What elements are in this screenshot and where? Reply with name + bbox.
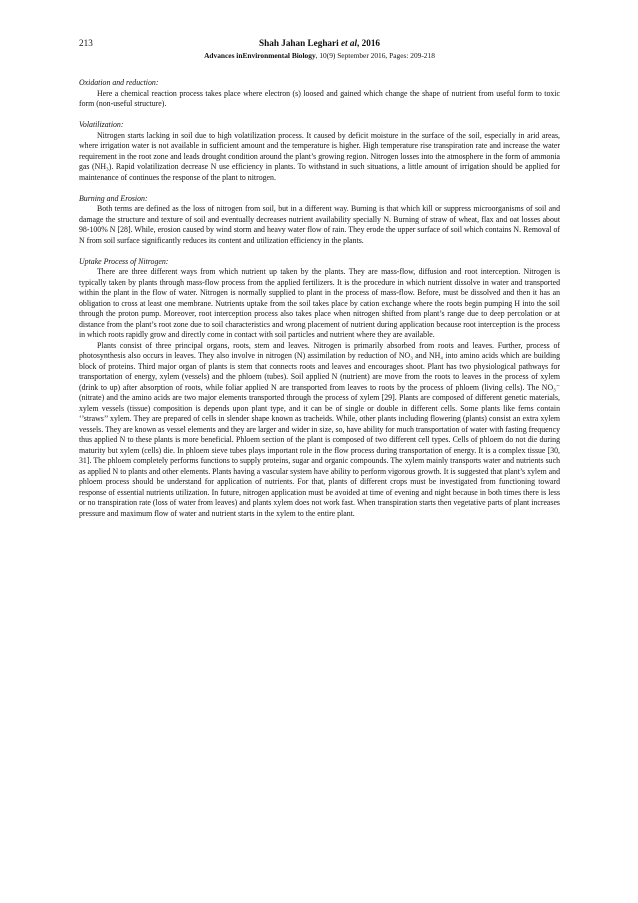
section-volatilization <box>79 120 560 183</box>
paragraph: There are three different ways from which nutrient up taken by the plants. They are mass-flow, diffusion and root interception. Nitrogen is typically taken by plants through mass-flow process from the applied fertilizers. It is the procedure in which nutrient dissolve in water and transported within the plant in the flow of water. Nitrogen is normally supplied to plant in the process of mass-flow. Before, must be dissolved and then it has an obligation to cross at least one membrane. Nutrients uptake from the soil takes place by cation exchange where the roots begin pumping H into the soil through the proton pump. Moreover, root interception process also takes place when nitrogen shifted from plant’s range due to deep percolation or at distance from the plant’s root zone due to soil characteristics and wrong placement of nutrient during application because root interception is the process in which roots rapidly grow and directly come in contact with soil particles and nutrient where they are available. <box>79 267 560 339</box>
section-uptake-process <box>79 257 560 520</box>
running-header <box>79 38 560 50</box>
section-heading: Uptake Process of Nitrogen: <box>79 256 169 266</box>
section-heading: Volatilization: <box>79 120 124 129</box>
document-page <box>79 38 560 519</box>
running-authors: Shah Jahan Leghari et al, 2016 <box>259 38 380 48</box>
paragraph: Here a chemical reaction process takes place where electron (s) loosed and gained which change the shape of nutrient from useful form to toxic form (non-useful structure). <box>79 88 560 108</box>
section-oxidation <box>79 78 560 110</box>
paragraph: Both terms are defined as the loss of nitrogen from soil, but in a different way. Burning is that which kill or suppress microorganisms of soil and damage the structure and texture of soil and eventually decreases nutrient availability specially N. Burning of straw of wheat, flax and oat losses about 98-100% N [28]. While, erosion caused by wind storm and heavy water flow of rain. They erode the upper surface of soil which contains N. Removal of N from soil surface significantly reduces its content and utilization efficiency in the plants. <box>79 204 560 245</box>
page-number: 213 <box>79 38 93 48</box>
section-heading: Burning and Erosion: <box>79 193 148 203</box>
section-heading: Oxidation and reduction: <box>79 78 159 87</box>
journal-citation: Advances inEnvironmental Biology, 10(9) September 2016, Pages: 209-218 <box>204 51 435 60</box>
article-body <box>79 78 560 519</box>
paragraph: Plants consist of three principal organs, roots, stem and leaves. Nitrogen is primarily absorbed from roots and leaves. Further, process of photosynthesis also occurs in leaves. They also involve in nitrogen (N) assimilation by reduction of NO₃ and NH₄ into amino acids which are building block of proteins. Third major organ of plants is stem that connects roots and leaves and encourages shoot. Plant has two physiological pathways for transportation of energy, xylem (vessels) and the phloem (tubes). Soil applied N (nutrient) are move from the roots to leaves in the process of xylem (drink to up) after absorption of roots, while foliar applied N are transported from leaves to roots by the process of phloem (living cells). The NO₃⁻ (nitrate) and the amino acids are two major elements transported through the process of xylem [29]. Plants are composed of different genetic materials, xylem vessels (tissue) composition is depends upon plant type, and it can be of single or double in different cells. Some plants like ferns contain ‘’straws’’ xylem. They are prepared of cells in slender shape known as tracheids. While, other plants including flowering (plants) consist an extra xylem vessels. They are known as vessel elements and they are larger and wider in size, so, have ability for much transportation of water with fasting frequency thus applied N to these plants is more beneficial. Phloem section of the plant is composed of two different cell types. Cells of phloem do not die during maturity but xylem (cells) die. In phloem sieve tubes plays important role in the flow process during transportation of energy. It is a complex tissue [30, 31]. The phloem completely performs functions to supply proteins, sugar and organic compounds. The xylem mainly transports water and nutrients such as applied N to plants and other elements. Plants having a vascular system have ability to perform vigorous growth. It is suggested that plant’s xylem and phloem process should be understand for application of nutrients. For that, plants of different crops must be investigated from functioning toward response of essential nutrients utilization. In future, nitrogen application must be avoided at time of evening and night because in both times there is less or no transpiration rate (loss of water from leaves) and plants xylem does not work fast. When transpiration starts then vegetative parts of plant increases pressure and maximum flow of water and nutrient starts in the xylem to the entire plant. <box>79 340 560 518</box>
section-burning-erosion <box>79 194 560 247</box>
paragraph: Nitrogen starts lacking in soil due to high volatilization process. It caused by deficit moisture in the surface of the soil, especially in arid areas, where irrigation water is not available in sufficient amount and the temperature is higher. High temperature rise transpiration rate and increase the water requirement in the root zone and leads drought condition around the plant’s growing region. Nitrogen losses into the atmosphere in the form of ammonia gas (NH₃). Rapid volatilization decrease N use efficiency in plants. To withstand in such situations, a little amount of irrigation should be applied for maintenance of continues the response of the plant to nitrogen. <box>79 130 560 182</box>
